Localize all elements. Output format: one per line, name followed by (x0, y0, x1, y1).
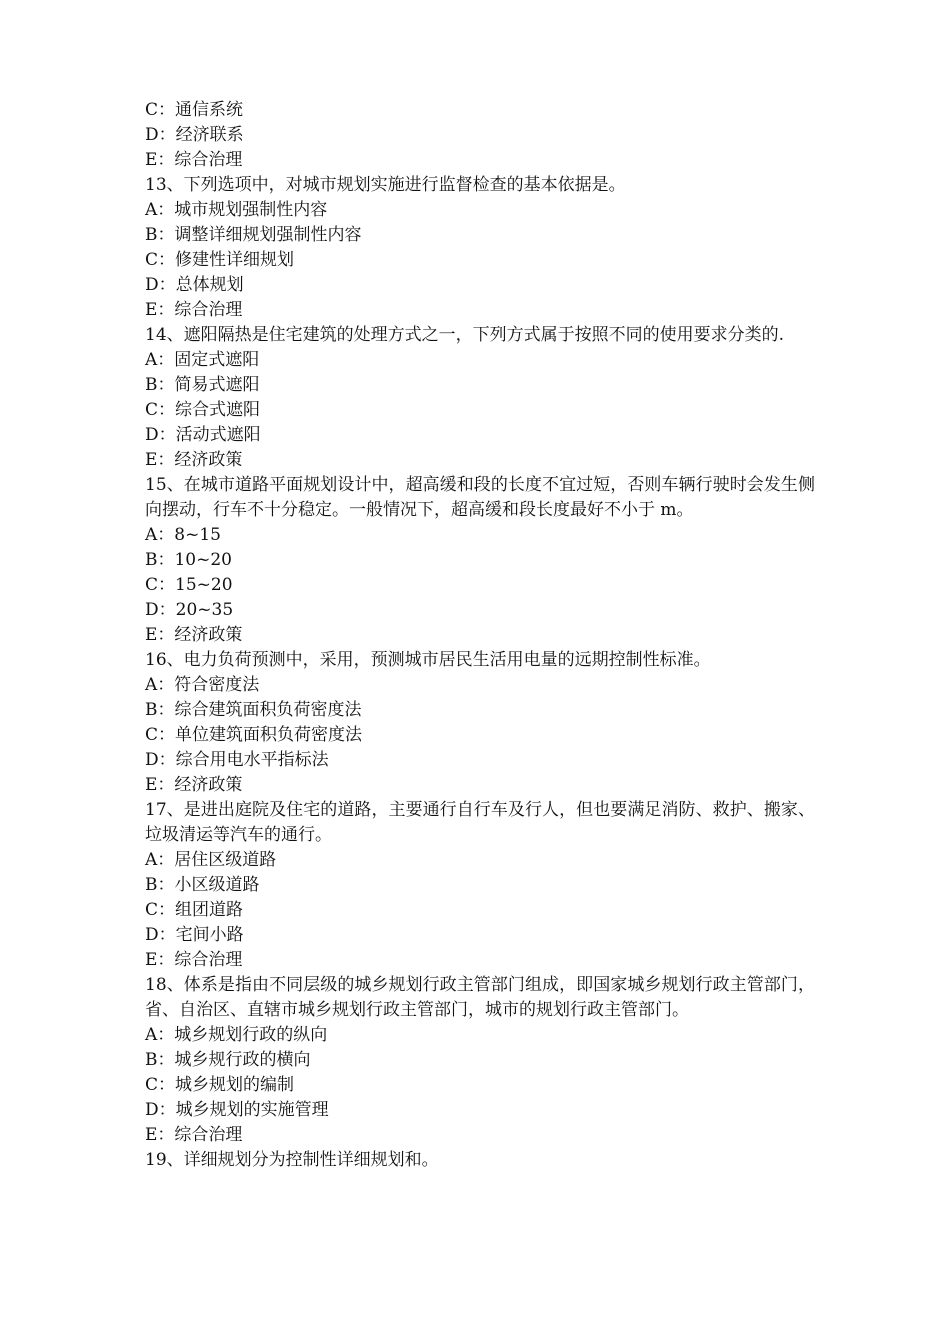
q14-option-e: E：经济政策 (145, 450, 243, 470)
q17-option-d: D：宅间小路 (145, 925, 244, 945)
option-c-prev: C：通信系统 (145, 100, 244, 120)
question-14: 14、遮阳隔热是住宅建筑的处理方式之一，下列方式属于按照不同的使用要求分类的. (145, 325, 785, 345)
q13-option-d: D：总体规划 (145, 275, 244, 295)
option-e-prev: E：综合治理 (145, 150, 243, 170)
q14-option-b: B：简易式遮阳 (145, 375, 260, 395)
q15-option-d: D：20~35 (145, 600, 234, 620)
q14-option-d: D：活动式遮阳 (145, 425, 261, 445)
q18-option-c: C：城乡规划的编制 (145, 1075, 295, 1095)
q18-option-a: A：城乡规划行政的纵向 (145, 1025, 328, 1045)
q16-option-c: C：单位建筑面积负荷密度法 (145, 725, 363, 745)
q13-option-e: E：综合治理 (145, 300, 243, 320)
question-19: 19、详细规划分为控制性详细规划和。 (145, 1150, 439, 1170)
q13-option-c: C：修建性详细规划 (145, 250, 295, 270)
question-17: 17、是进出庭院及住宅的道路，主要通行自行车及行人，但也要满足消防、救护、搬家、垃圾清运等汽车的通行。 (145, 800, 815, 845)
q14-option-c: C：综合式遮阳 (145, 400, 261, 420)
q15-option-a: A：8~15 (145, 525, 221, 545)
q17-option-c: C：组团道路 (145, 900, 244, 920)
q13-option-b: B：调整详细规划强制性内容 (145, 225, 362, 245)
q16-option-e: E：经济政策 (145, 775, 243, 795)
question-18: 18、体系是指由不同层级的城乡规划行政主管部门组成，即国家城乡规划行政主管部门，省、自治区、直辖市城乡规划行政主管部门，城市的规划行政主管部门。 (145, 975, 815, 1020)
q16-option-d: D：综合用电水平指标法 (145, 750, 329, 770)
q15-option-c: C：15~20 (145, 575, 233, 595)
q18-option-e: E：综合治理 (145, 1125, 243, 1145)
q18-option-b: B：城乡规行政的横向 (145, 1050, 311, 1070)
q14-option-a: A：固定式遮阳 (145, 350, 260, 370)
question-16: 16、电力负荷预测中，采用，预测城市居民生活用电量的远期控制性标准。 (145, 650, 711, 670)
q13-option-a: A：城市规划强制性内容 (145, 200, 328, 220)
q17-option-b: B：小区级道路 (145, 875, 260, 895)
q15-option-e: E：经济政策 (145, 625, 243, 645)
q16-option-a: A：符合密度法 (145, 675, 260, 695)
q18-option-d: D：城乡规划的实施管理 (145, 1100, 329, 1120)
q16-option-b: B：综合建筑面积负荷密度法 (145, 700, 362, 720)
q15-option-b: B：10~20 (145, 550, 233, 570)
question-13: 13、下列选项中，对城市规划实施进行监督检查的基本依据是。 (145, 175, 626, 195)
question-15: 15、在城市道路平面规划设计中，超高缓和段的长度不宜过短，否则车辆行驶时会发生侧向摆动，行车不十分稳定。一般情况下，超高缓和段长度最好不小于 m。 (145, 475, 815, 520)
q17-option-a: A：居住区级道路 (145, 850, 277, 870)
option-d-prev: D：经济联系 (145, 125, 244, 145)
document-page (145, 98, 815, 1173)
q17-option-e: E：综合治理 (145, 950, 243, 970)
